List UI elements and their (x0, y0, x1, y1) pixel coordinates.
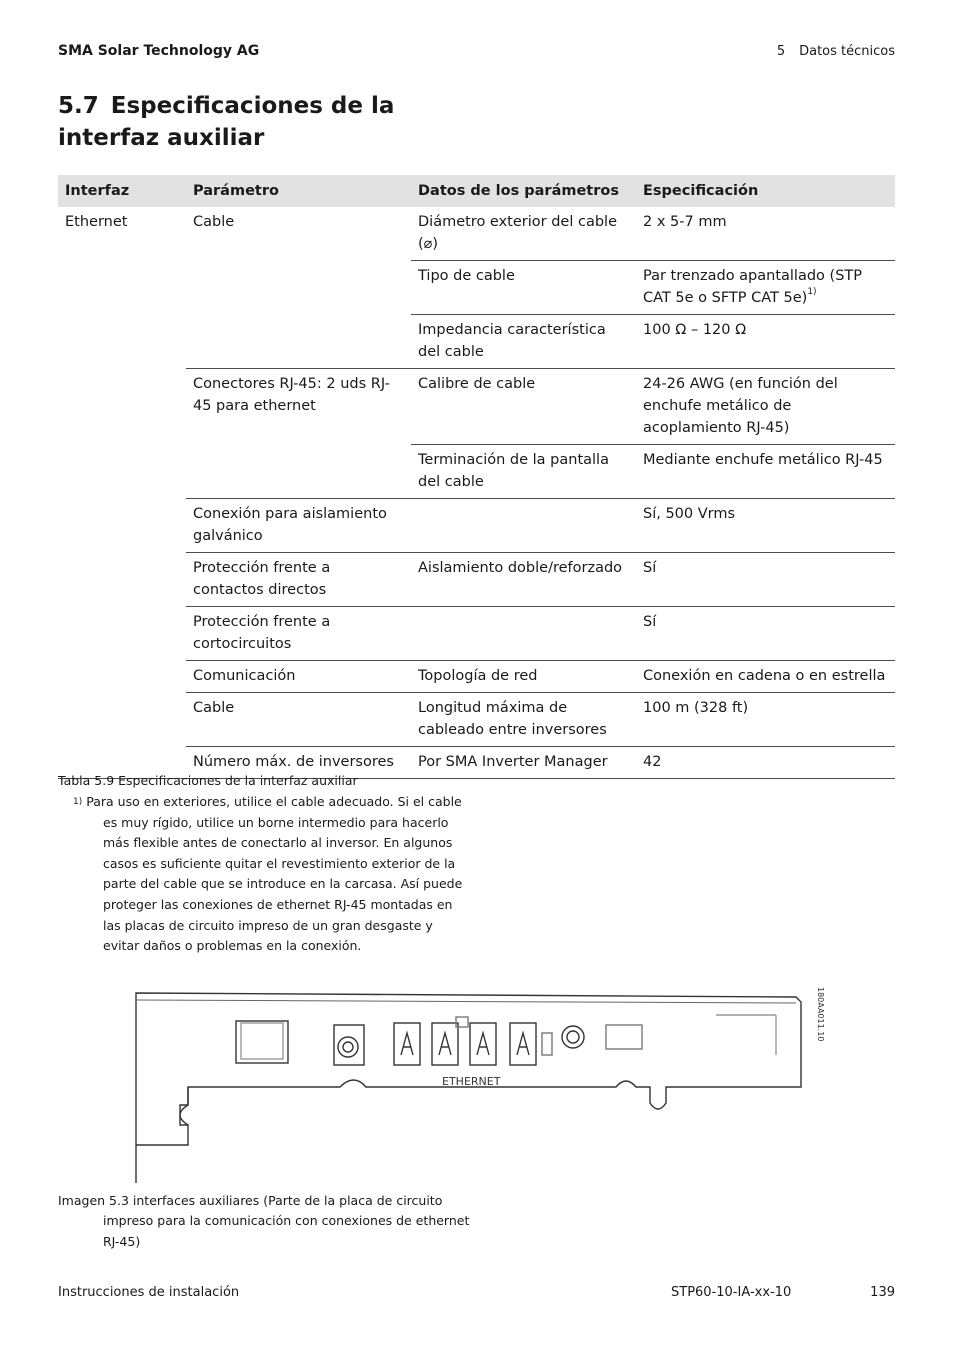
data-cell (411, 607, 636, 661)
col-header-parameter: Parámetro (186, 175, 411, 207)
data-cell: Por SMA Inverter Manager (411, 747, 636, 779)
spec-cell: 24-26 AWG (en función del enchufe metálico de acoplamiento RJ-45) (636, 369, 895, 445)
footnote-ref: 1) (807, 287, 817, 298)
spec-cell (636, 261, 895, 315)
circuit-board-drawing (76, 975, 886, 1187)
data-cell: Diámetro exterior del cable (⌀) (411, 207, 636, 261)
footnote (58, 792, 468, 957)
spec-text: Par trenzado apantallado (STP CAT 5e o SFTP CAT 5e) (643, 268, 862, 306)
data-cell: Calibre de cable (411, 369, 636, 445)
col-header-data: Datos de los parámetros (411, 175, 636, 207)
table-row (58, 207, 895, 261)
spec-table (58, 175, 895, 779)
table-caption: Tabla 5.9 Especificaciones de la interfaz auxiliar (58, 773, 358, 788)
col-header-interface: Interfaz (58, 175, 186, 207)
parameter-cell: Cable (186, 693, 411, 747)
col-header-spec: Especificación (636, 175, 895, 207)
spec-cell: Sí (636, 553, 895, 607)
header-chapter-number: 5 (776, 44, 786, 59)
spec-cell: 100 Ω – 120 Ω (636, 315, 895, 369)
footer-page-number: 139 (870, 1285, 895, 1300)
figure-caption-cont: impreso para la comunicación con conexiones de ethernet RJ-45) (103, 1213, 470, 1249)
data-cell: Aislamiento doble/reforzado (411, 553, 636, 607)
parameter-cell: Protección frente a contactos directos (186, 553, 411, 607)
section-title-text: Especificaciones de la interfaz auxiliar (58, 93, 395, 151)
parameter-cell: Cable (186, 207, 411, 369)
interface-cell: Ethernet (58, 207, 186, 779)
figure-caption-lead: Imagen 5.3 interfaces auxiliares (Parte de la placa de circuito (58, 1193, 443, 1208)
footer-doc-type: Instrucciones de instalación (58, 1285, 240, 1300)
parameter-cell: Número máx. de inversores (186, 747, 411, 779)
data-cell (411, 499, 636, 553)
circuit-board-figure (76, 975, 886, 1187)
parameter-cell: Conexión para aislamiento galvánico (186, 499, 411, 553)
data-cell: Tipo de cable (411, 261, 636, 315)
header-chapter-title: Datos técnicos (799, 44, 895, 59)
drawing-code: 180AA011.10 (816, 987, 825, 1042)
footnote-text: Para uso en exteriores, utilice el cable adecuado. Si el cable es muy rígido, utilice un borne intermedio para hacerlo más flexible antes de conectarlo al inversor. En algunos casos es suficiente quitar el revestimiento exterior de la parte del cable que se introduce en la carcasa. Así puede proteger las conexiones de ethernet RJ-45 montadas en las placas de circuito impreso de un gran desgaste y evitar daños o problemas en la conexión. (86, 794, 463, 954)
board-ethernet-label: ETHERNET (442, 1075, 501, 1088)
footnote-mark: 1) (73, 797, 83, 807)
spec-cell: 100 m (328 ft) (636, 693, 895, 747)
spec-cell: 42 (636, 747, 895, 779)
data-cell: Longitud máxima de cableado entre inversores (411, 693, 636, 747)
figure-caption (58, 1191, 478, 1252)
section-number: 5.7 (58, 93, 99, 119)
table-header-row (58, 175, 895, 207)
data-cell: Terminación de la pantalla del cable (411, 445, 636, 499)
parameter-cell: Protección frente a cortocircuitos (186, 607, 411, 661)
data-cell: Topología de red (411, 661, 636, 693)
spec-cell: Mediante enchufe metálico RJ-45 (636, 445, 895, 499)
spec-cell: Conexión en cadena o en estrella (636, 661, 895, 693)
parameter-cell: Comunicación (186, 661, 411, 693)
header-company: SMA Solar Technology AG (58, 43, 260, 59)
data-cell: Impedancia característica del cable (411, 315, 636, 369)
footer-doc-code: STP60-10-IA-xx-10 (671, 1285, 792, 1300)
spec-cell: Sí, 500 Vrms (636, 499, 895, 553)
spec-cell: 2 x 5-7 mm (636, 207, 895, 261)
header-chapter (777, 44, 895, 59)
section-title (58, 90, 498, 154)
parameter-cell: Conectores RJ-45: 2 uds RJ-45 para ethernet (186, 369, 411, 499)
spec-cell: Sí (636, 607, 895, 661)
